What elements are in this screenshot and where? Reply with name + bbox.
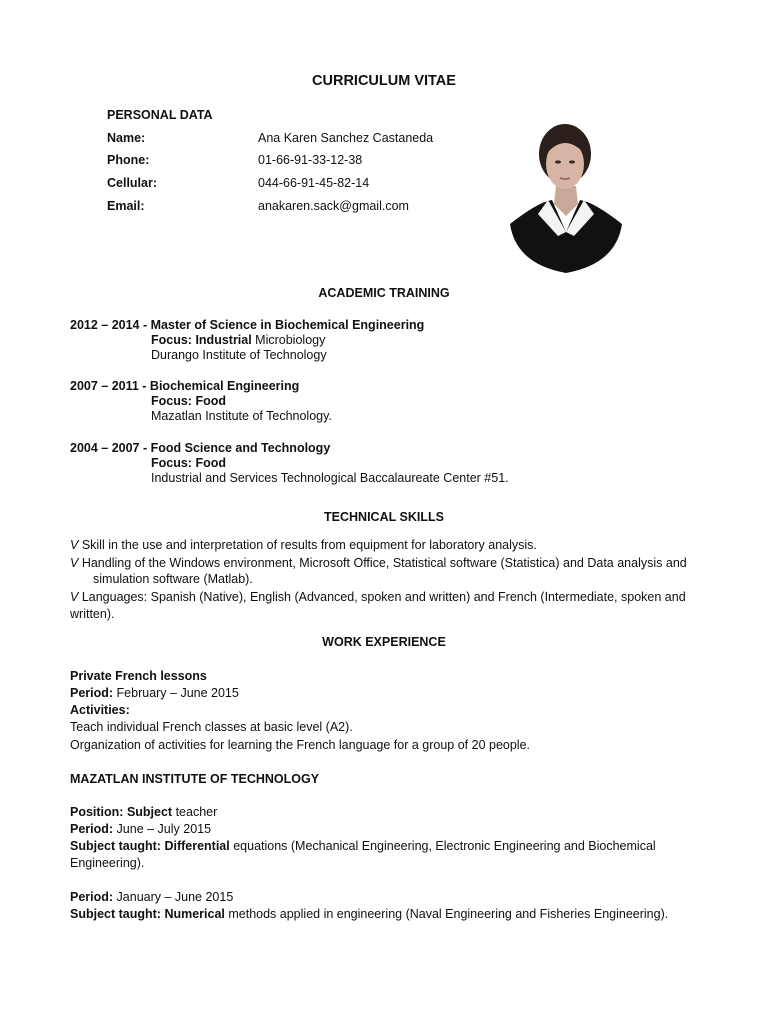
job-subject-continuation: Engineering). <box>70 856 145 870</box>
email-value: anakaren.sack@gmail.com <box>258 199 409 213</box>
profile-photo <box>508 114 624 274</box>
job-period: Period: June – July 2015 <box>70 822 212 836</box>
job-position: Position: Subject teacher <box>70 805 218 819</box>
employer-title: MAZATLAN INSTITUTE OF TECHNOLOGY <box>70 772 320 786</box>
skill-item-continuation: simulation software (Matlab). <box>93 572 253 586</box>
job-activities-label: Activities: <box>70 703 130 717</box>
academic-training-heading: ACADEMIC TRAINING <box>318 286 450 300</box>
email-label: Email: <box>107 199 145 213</box>
skill-item: V Skill in the use and interpretation of results from equipment for laboratory analysis. <box>70 538 537 552</box>
job-activity: Organization of activities for learning the French language for a group of 20 people. <box>70 738 531 752</box>
academic-entry-title: 2012 – 2014 - Master of Science in Biochemical Engineering <box>70 318 425 332</box>
phone-value: 01-66-91-33-12-38 <box>258 153 363 167</box>
personal-data-heading: PERSONAL DATA <box>107 108 213 122</box>
academic-entry-title: 2004 – 2007 - Food Science and Technology <box>70 441 331 455</box>
skill-item-continuation: written). <box>70 607 115 621</box>
skill-item: V Handling of the Windows environment, Microsoft Office, Statistical software (Statistica) and Data analysis and <box>70 556 687 570</box>
work-experience-heading: WORK EXPERIENCE <box>322 635 446 649</box>
cellular-label: Cellular: <box>107 176 158 190</box>
cellular-value: 044-66-91-45-82-14 <box>258 176 370 190</box>
academic-entry-focus: Focus: Food <box>151 456 226 470</box>
job-activity: Teach individual French classes at basic level (A2). <box>70 720 353 734</box>
skill-item: V Languages: Spanish (Native), English (Advanced, spoken and written) and French (Intermediate, spoken and <box>70 590 686 604</box>
academic-entry-institution: Durango Institute of Technology <box>151 348 327 362</box>
job-title: Private French lessons <box>70 669 207 683</box>
job-period: Period: February – June 2015 <box>70 686 239 700</box>
job-subject: Subject taught: Numerical methods applied in engineering (Naval Engineering and Fisheries Engineering). <box>70 907 669 921</box>
academic-entry-title: 2007 – 2011 - Biochemical Engineering <box>70 379 300 393</box>
document-title: CURRICULUM VITAE <box>312 73 456 89</box>
name-value: Ana Karen Sanchez Castaneda <box>258 131 434 145</box>
academic-entry-institution: Industrial and Services Technological Baccalaureate Center #51. <box>151 471 509 485</box>
academic-entry-focus: Focus: Industrial Microbiology <box>151 333 326 347</box>
job-subject: Subject taught: Differential equations (Mechanical Engineering, Electronic Engineering and Biochemical <box>70 839 656 853</box>
job-period: Period: January – June 2015 <box>70 890 234 904</box>
academic-entry-focus: Focus: Food <box>151 394 226 408</box>
technical-skills-heading: TECHNICAL SKILLS <box>324 510 444 524</box>
name-label: Name: <box>107 131 146 145</box>
phone-label: Phone: <box>107 153 150 167</box>
academic-entry-institution: Mazatlan Institute of Technology. <box>151 409 332 423</box>
